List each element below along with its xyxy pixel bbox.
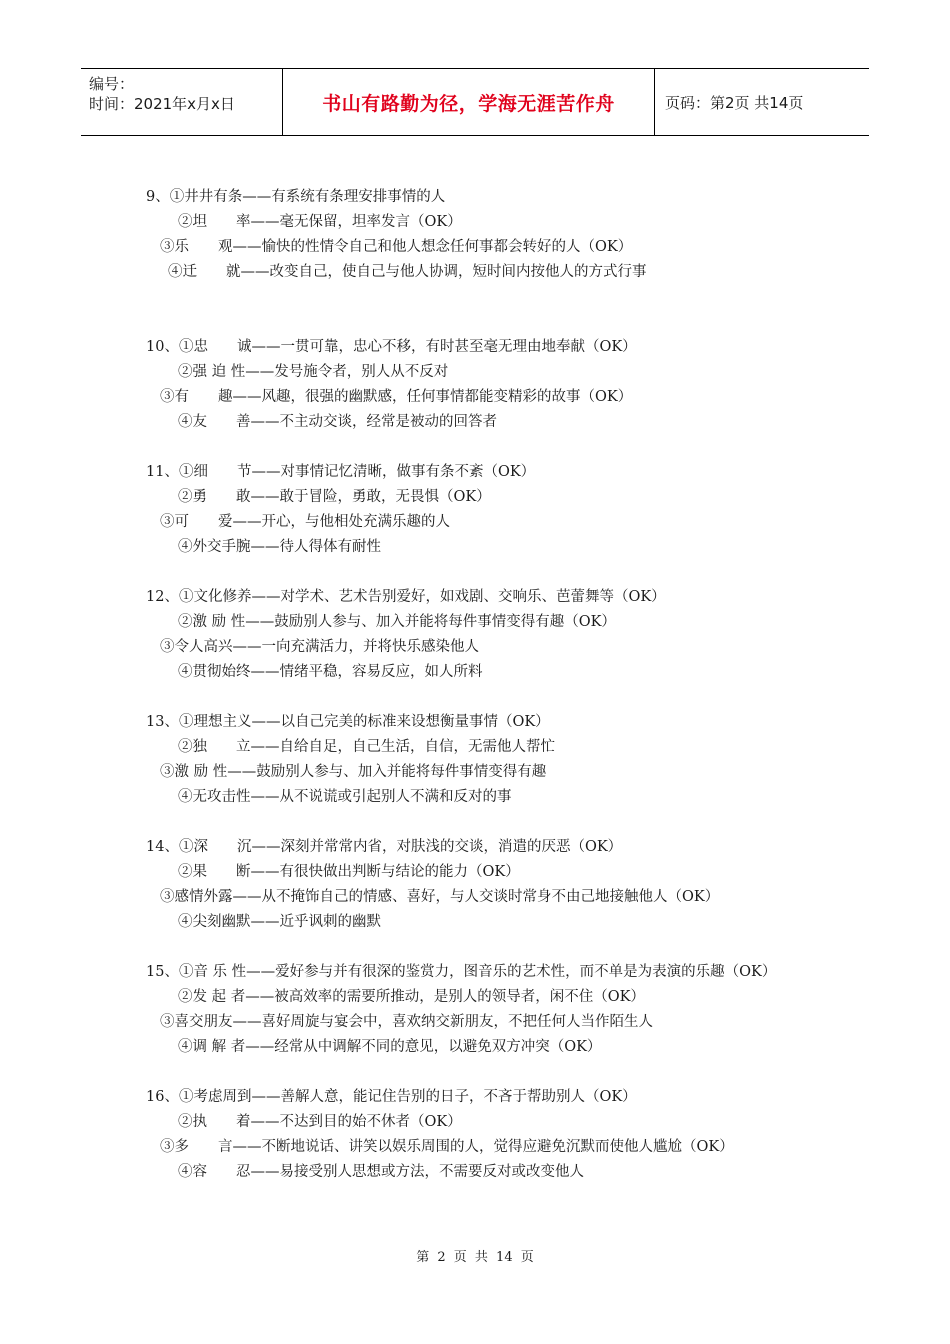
question-option: ④贯彻始终——情绪平稳，容易反应，如人所料 [178,664,483,680]
header-motto-cell [283,69,655,135]
question-option-first: 9、①井井有条——有系统有条理安排事情的人 [146,189,446,205]
question-option-first: 14、①深 沉——深刻并常常内省，对肤浅的交谈，消遣的厌恶（OK） [146,839,623,855]
motto-text: 书山有路勤为径，学海无涯苦作舟 [322,92,615,115]
question-option-first: 12、①文化修养——对学术、艺术告别爱好，如戏剧、交响乐、芭蕾舞等（OK） [146,589,666,605]
question-option: ②勇 敢——敢于冒险，勇敢，无畏惧（OK） [178,489,491,505]
question-group [146,460,826,560]
question-option: ③可 爱——开心，与他相处充满乐趣的人 [160,514,450,530]
question-option: ④友 善——不主动交谈，经常是被动的回答者 [178,414,497,430]
question-option: ②独 立——自给自足，自己生活，自信，无需他人帮忙 [178,739,555,755]
question-option: ③乐 观——愉快的性情令自己和他人想念任何事都会转好的人（OK） [160,239,633,255]
question-option: ④迁 就——改变自己，使自己与他人协调，短时间内按他人的方式行事 [168,264,647,280]
question-option: ②果 断——有很快做出判断与结论的能力（OK） [178,864,520,880]
question-option-first: 11、①细 节——对事情记忆清晰，做事有条不紊（OK） [146,464,536,480]
question-option-first: 13、①理想主义——以自己完美的标准来设想衡量事情（OK） [146,714,550,730]
question-group [146,185,826,285]
question-option: ③令人高兴——一向充满活力，并将快乐感染他人 [160,639,479,655]
question-option: ③喜交朋友——喜好周旋与宴会中，喜欢纳交新朋友，不把任何人当作陌生人 [160,1014,653,1030]
question-group [146,335,826,435]
question-option: ③多 言——不断地说话、讲笑以娱乐周围的人，觉得应避免沉默而使他人尴尬（OK） [160,1139,734,1155]
question-option: ④调 解 者——经常从中调解不同的意见，以避免双方冲突（OK） [178,1039,602,1055]
question-option: ③感情外露——从不掩饰自己的情感、喜好，与人交谈时常身不由己地接触他人（OK） [160,889,720,905]
question-group [146,585,826,685]
header-page-cell [655,69,869,135]
document-date: 时间：2021年x月x日 [89,95,235,113]
question-group [146,1085,826,1185]
question-option: ②坦 率——毫无保留，坦率发言（OK） [178,214,462,230]
page-footer: 第 2 页 共 14 页 [416,1250,534,1265]
question-group [146,835,826,935]
question-option: ②强 迫 性——发号施令者，别人从不反对 [178,364,449,380]
question-option-first: 10、①忠 诚——一贯可靠，忠心不移，有时甚至毫无理由地奉献（OK） [146,339,637,355]
document-number-label: 编号： [89,75,135,93]
question-group [146,960,826,1060]
question-option: ②发 起 者——被高效率的需要所推动，是别人的领导者，闲不住（OK） [178,989,645,1005]
question-option: ③有 趣——风趣，很强的幽默感，任何事情都能变精彩的故事（OK） [160,389,633,405]
header-meta-cell [81,69,283,135]
question-option: ④尖刻幽默——近乎讽刺的幽默 [178,914,381,930]
page-info: 页码：第2页 共14页 [665,93,804,112]
question-option-first: 16、①考虑周到——善解人意，能记住告别的日子，不吝于帮助别人（OK） [146,1089,637,1105]
question-option: ④无攻击性——从不说谎或引起别人不满和反对的事 [178,789,512,805]
question-group [146,710,826,810]
question-option: ③激 励 性——鼓励别人参与、加入并能将每件事情变得有趣 [160,764,547,780]
document-body [146,185,826,1210]
question-option: ②执 着——不达到目的始不休者（OK） [178,1114,462,1130]
question-option-first: 15、①音 乐 性——爱好参与并有很深的鉴赏力，图音乐的艺术性，而不单是为表演的乐趣（OK） [146,964,777,980]
header-table [81,68,869,136]
question-option: ②激 励 性——鼓励别人参与、加入并能将每件事情变得有趣（OK） [178,614,616,630]
question-option: ④外交手腕——待人得体有耐性 [178,539,381,555]
question-option: ④容 忍——易接受别人思想或方法，不需要反对或改变他人 [178,1164,584,1180]
